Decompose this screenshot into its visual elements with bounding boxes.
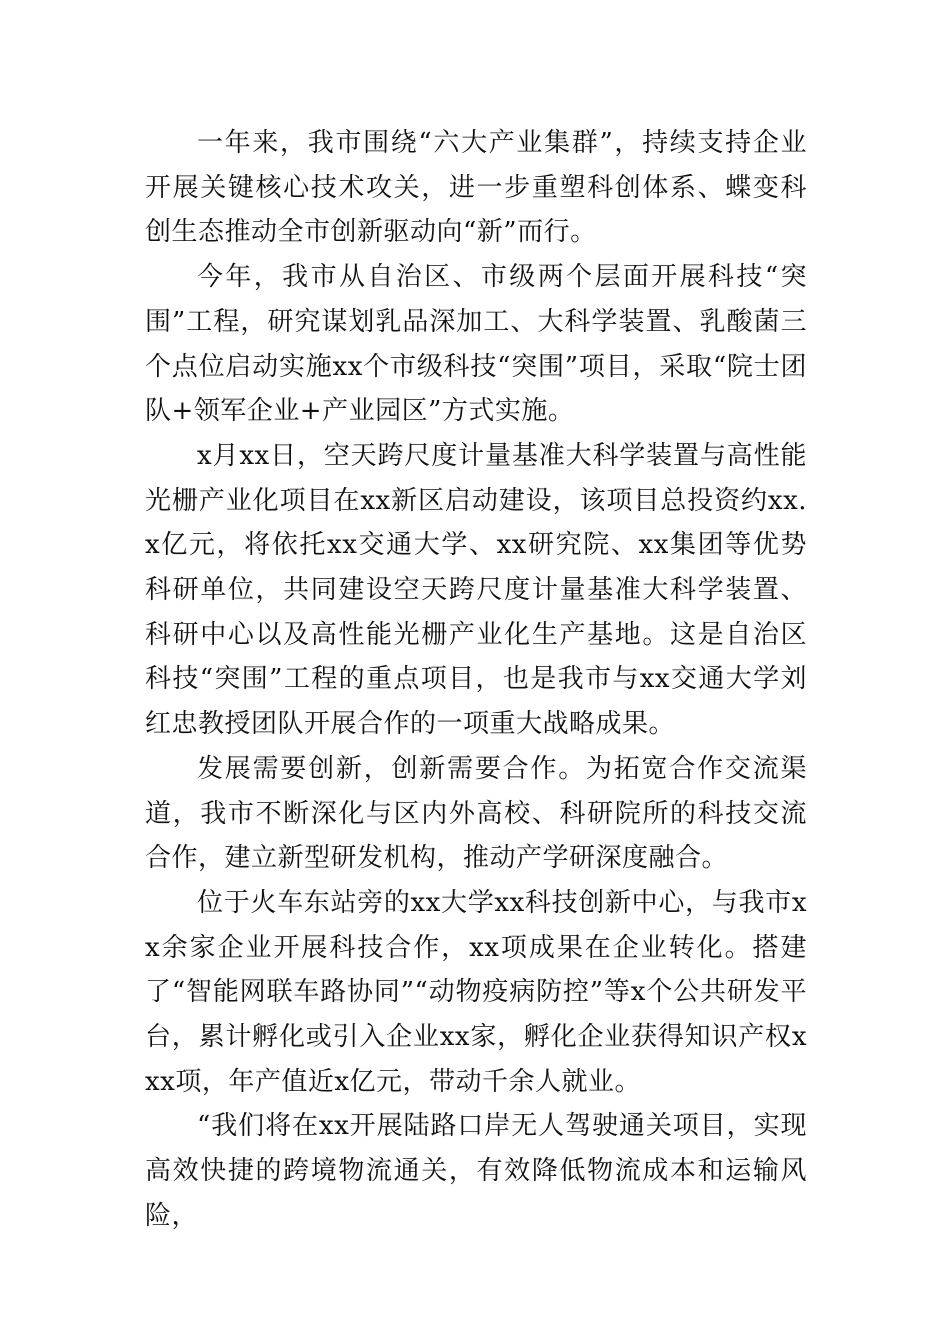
paragraph-6: “我们将在xx开展陆路口岸无人驾驶通关项目，实现高效快捷的跨境物流通关，有效降低物流成本和运输风险， xyxy=(145,1111,807,1231)
paragraph-5: 位于火车东站旁的xx大学xx科技创新中心，与我市xx余家企业开展科技合作，xx项成果在企业转化。搭建了“智能网联车路协同”“动物疫病防控”等x个公共研发平台，累计孵化或引入企业xx家，孵化企业获得知识产权xxx项，年产值近x亿元，带动千余人就业。 xyxy=(145,887,807,1097)
paragraph-2: 今年，我市从自治区、市级两个层面开展科技“突围”工程，研究谋划乳品深加工、大科学装置、乳酸菌三个点位启动实施xx个市级科技“突围”项目，采取“院士团队+领军企业+产业园区”方式实施。 xyxy=(145,262,807,427)
paragraph-3: x月xx日，空天跨尺度计量基准大科学装置与高性能光栅产业化项目在xx新区启动建设，该项目总投资约xx.x亿元，将依托xx交通大学、xx研究院、xx集团等优势科研单位，共同建设空天跨尺度计量基准大科学装置、科研中心以及高性能光栅产业化生产基地。这是自治区科技“突围”工程的重点项目，也是我市与xx交通大学刘红忠教授团队开展合作的一项重大战略成果。 xyxy=(145,440,807,740)
paragraph-4: 发展需要创新，创新需要合作。为拓宽合作交流渠道，我市不断深化与区内外高校、科研院所的科技交流合作，建立新型研发机构，推动产学研深度融合。 xyxy=(145,753,807,874)
paragraph-1: 一年来，我市围绕“六大产业集群”，持续支持企业开展关键核心技术攻关，进一步重塑科创体系、蝶变科创生态推动全市创新驱动向“新”而行。 xyxy=(145,128,807,248)
document-body xyxy=(145,121,807,1239)
